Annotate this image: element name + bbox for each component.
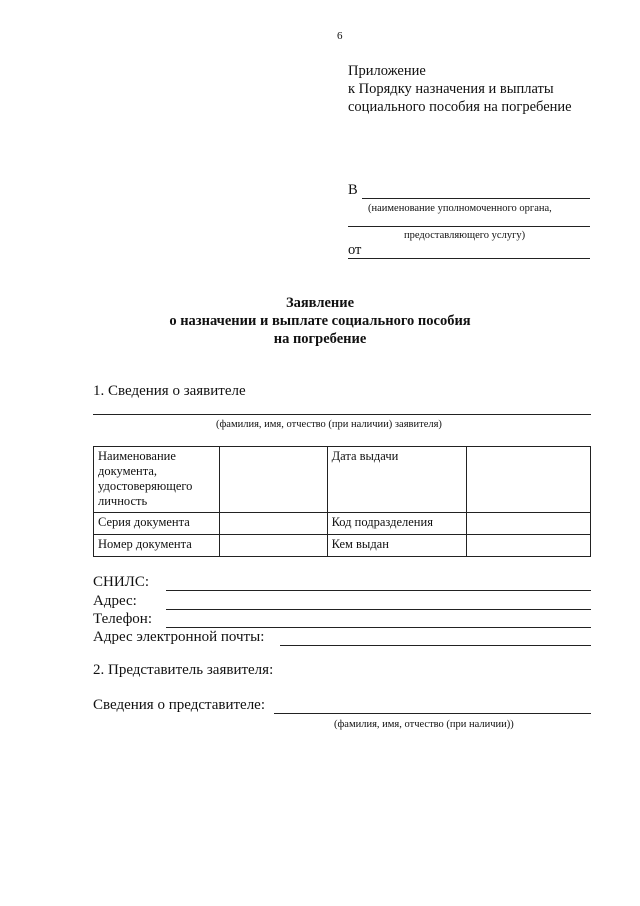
section2-heading: 2. Представитель заявителя: bbox=[93, 662, 274, 678]
title-line-2: о назначении и выплате социального пособия bbox=[169, 313, 471, 329]
doc-type-value[interactable] bbox=[219, 447, 327, 513]
from-prefix: от bbox=[348, 242, 362, 258]
division-code-value[interactable] bbox=[467, 513, 591, 535]
issue-date-label: Дата выдачи bbox=[327, 447, 467, 513]
appendix-line-3: социального пособия на погребение bbox=[348, 99, 572, 115]
address-line[interactable] bbox=[166, 609, 591, 610]
section1-heading: 1. Сведения о заявителе bbox=[93, 383, 246, 399]
table-row bbox=[94, 513, 591, 535]
applicant-name-caption: (фамилия, имя, отчество (при наличии) заявителя) bbox=[216, 419, 442, 430]
snils-line[interactable] bbox=[166, 590, 591, 591]
from-fill-line[interactable] bbox=[348, 258, 590, 259]
appendix-line-2: к Порядку назначения и выплаты bbox=[348, 81, 554, 97]
snils-label: СНИЛС: bbox=[93, 574, 150, 590]
page-number: 6 bbox=[337, 30, 343, 42]
address-label: Адрес: bbox=[93, 593, 137, 609]
doc-series-label: Серия документа bbox=[94, 513, 220, 535]
document-title bbox=[0, 294, 640, 348]
email-line[interactable] bbox=[280, 645, 591, 646]
table-row bbox=[94, 447, 591, 513]
title-line-1: Заявление bbox=[285, 295, 355, 311]
issued-by-label: Кем выдан bbox=[327, 535, 467, 557]
id-document-table bbox=[93, 446, 591, 557]
to-fill-line-2[interactable] bbox=[348, 226, 590, 227]
representative-caption: (фамилия, имя, отчество (при наличии)) bbox=[334, 719, 514, 730]
table-row bbox=[94, 535, 591, 557]
title-line-3: на погребение bbox=[273, 331, 367, 347]
appendix-line-1: Приложение bbox=[348, 63, 426, 79]
appendix-block bbox=[348, 62, 572, 116]
doc-series-value[interactable] bbox=[219, 513, 327, 535]
to-caption-2: предоставляющего услугу) bbox=[404, 230, 526, 241]
doc-number-label: Номер документа bbox=[94, 535, 220, 557]
issue-date-value[interactable] bbox=[467, 447, 591, 513]
to-caption-1: (наименование уполномоченного органа, bbox=[368, 203, 552, 214]
doc-type-label: Наименование документа, удостоверяющего личность bbox=[94, 447, 220, 513]
to-fill-line[interactable] bbox=[362, 198, 590, 199]
representative-label: Сведения о представителе: bbox=[93, 697, 266, 713]
representative-line[interactable] bbox=[274, 713, 591, 714]
phone-label: Телефон: bbox=[93, 611, 152, 627]
issued-by-value[interactable] bbox=[467, 535, 591, 557]
email-label: Адрес электронной почты: bbox=[93, 629, 265, 645]
phone-line[interactable] bbox=[166, 627, 591, 628]
doc-number-value[interactable] bbox=[219, 535, 327, 557]
division-code-label: Код подразделения bbox=[327, 513, 467, 535]
applicant-name-line[interactable] bbox=[93, 414, 591, 415]
to-prefix: В bbox=[348, 182, 358, 198]
